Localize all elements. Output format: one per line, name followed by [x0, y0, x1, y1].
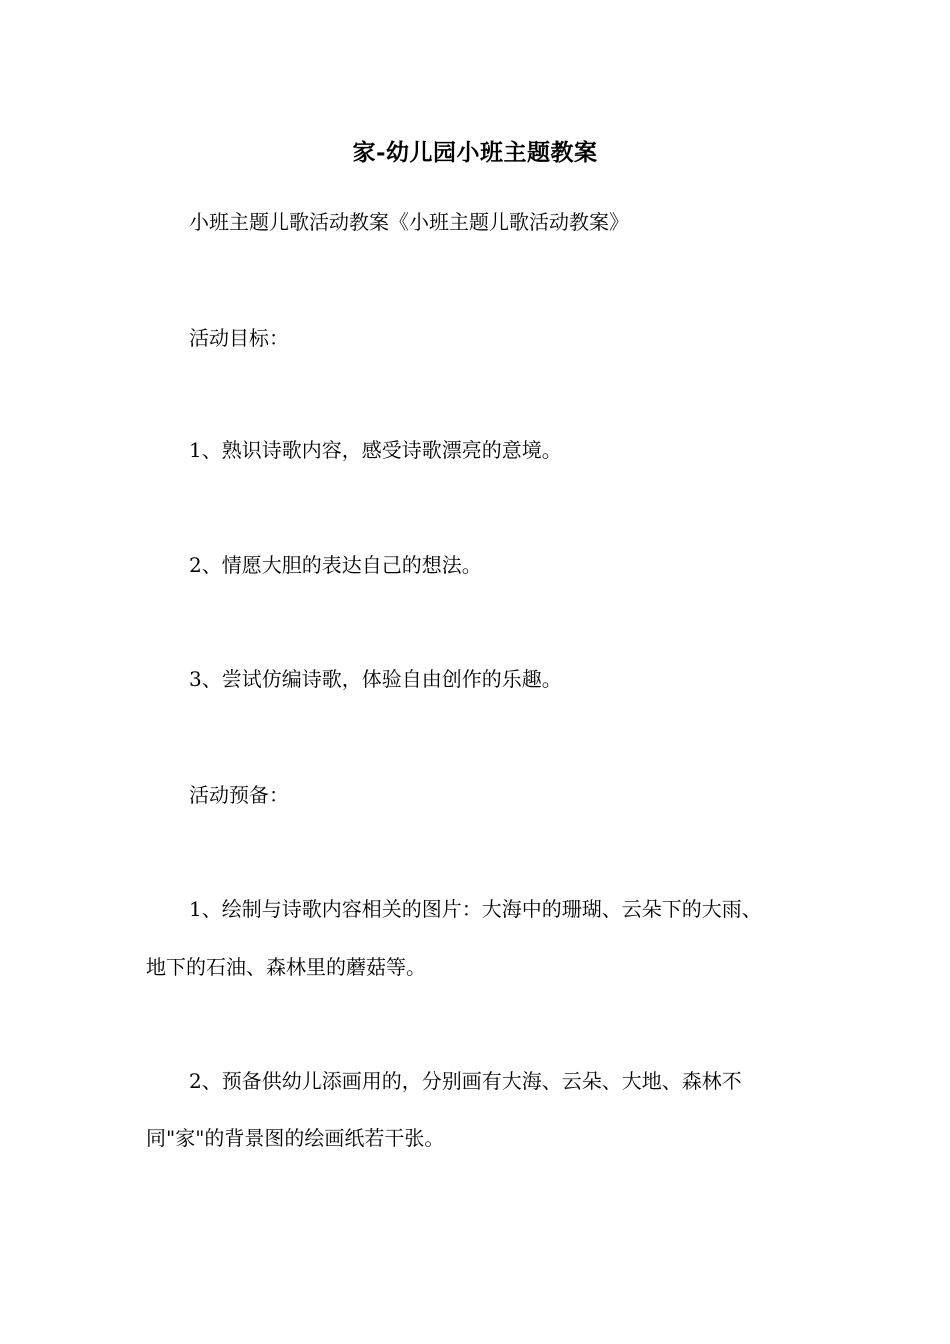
prep-item-1-line-1: 1、绘制与诗歌内容相关的图片：大海中的珊瑚、云朵下的大雨、 [189, 897, 762, 921]
subtitle-line: 小班主题儿歌活动教案《小班主题儿歌活动教案》 [189, 210, 629, 234]
prep-item-2-line-2: 同"家"的背景图的绘画纸若干张。 [146, 1126, 445, 1150]
document-title: 家-幼儿园小班主题教案 [352, 139, 598, 166]
goal-item-2: 2、情愿大胆的表达自己的想法。 [189, 553, 482, 577]
goal-item-1: 1、熟识诗歌内容，感受诗歌漂亮的意境。 [189, 438, 562, 462]
prep-heading: 活动预备： [189, 783, 289, 807]
prep-item-2-line-1: 2、预备供幼儿添画用的，分别画有大海、云朵、大地、森林不 [189, 1069, 742, 1093]
goals-heading: 活动目标： [189, 326, 289, 350]
goal-item-3: 3、尝试仿编诗歌，体验自由创作的乐趣。 [189, 667, 562, 691]
prep-item-1-line-2: 地下的石油、森林里的蘑菇等。 [146, 955, 426, 979]
